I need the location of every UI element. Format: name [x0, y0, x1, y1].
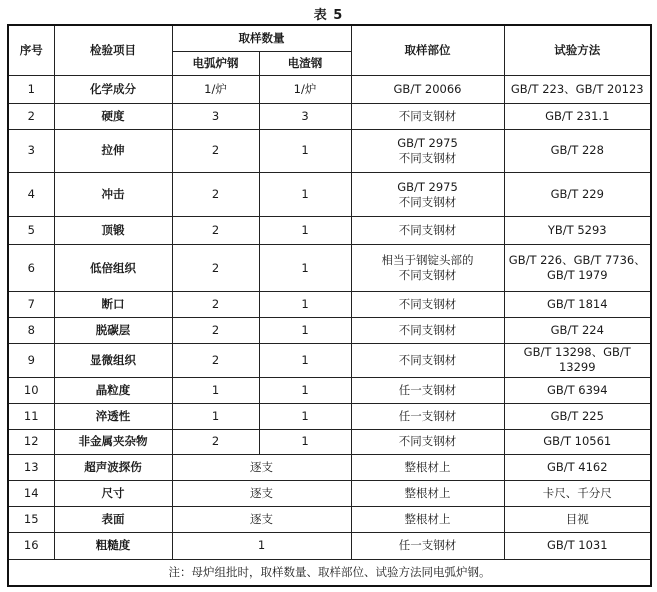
sample-location [351, 343, 504, 377]
test-method [504, 103, 651, 129]
test-method-line: 目视 [565, 512, 589, 527]
table-row [8, 172, 651, 216]
sample-location [351, 533, 504, 559]
eaf-quantity: 2 [172, 217, 259, 245]
sample-quantity: 逐支 [172, 455, 351, 481]
row-number: 3 [8, 129, 54, 172]
test-method [504, 481, 651, 507]
table-row [8, 129, 651, 172]
row-number: 7 [8, 292, 54, 318]
sample-location-line: 不同支钢材 [398, 194, 457, 209]
table-title: 表 5 [313, 8, 344, 23]
test-method [504, 172, 651, 216]
sample-location-line: 不同支钢材 [398, 268, 457, 283]
inspection-item: 低倍组织 [54, 245, 172, 292]
test-method [504, 245, 651, 292]
sample-location-line: 整根材上 [404, 512, 451, 527]
esr-quantity: 1 [259, 245, 351, 292]
row-number: 16 [8, 533, 54, 559]
test-method-line: 卡尺、千分尺 [542, 486, 612, 501]
test-method-line: GB/T 231.1 [545, 108, 610, 123]
inspection-item: 粗糙度 [54, 533, 172, 559]
eaf-quantity: 2 [172, 343, 259, 377]
table-row [8, 103, 651, 129]
esr-quantity: 1 [259, 377, 351, 403]
sample-location-line: 不同支钢材 [398, 296, 457, 311]
sample-location-line: 不同支钢材 [398, 150, 457, 165]
sample-location [351, 507, 504, 533]
sample-location [351, 481, 504, 507]
inspection-item: 表面 [54, 507, 172, 533]
row-number: 11 [8, 403, 54, 429]
sample-location-line: 不同支钢材 [398, 108, 457, 123]
inspection-item: 脱碳层 [54, 317, 172, 343]
sample-location-line: GB/T 2975 [397, 179, 458, 194]
eaf-quantity: 2 [172, 129, 259, 172]
row-number: 10 [8, 377, 54, 403]
sample-location-line: 不同支钢材 [398, 352, 457, 367]
test-method-line: GB/T 1031 [546, 538, 608, 553]
test-method-line: GB/T 225 [550, 408, 604, 423]
sample-location-line: 整根材上 [404, 486, 451, 501]
header-no: 序号 [8, 25, 54, 75]
sample-location [351, 429, 504, 455]
test-method-line: GB/T 1814 [546, 296, 608, 311]
test-method-line: GB/T 228 [550, 143, 604, 158]
sample-quantity: 逐支 [172, 481, 351, 507]
inspection-item: 显微组织 [54, 343, 172, 377]
test-method-line: GB/T 13298、GB/T 13299 [523, 345, 631, 375]
inspection-item: 硬度 [54, 103, 172, 129]
sample-location [351, 75, 504, 103]
table-row [8, 455, 651, 481]
row-number: 13 [8, 455, 54, 481]
header-item: 检验项目 [54, 25, 172, 75]
table-row [8, 481, 651, 507]
test-method-line: YB/T 5293 [547, 223, 607, 238]
sample-location-line: GB/T 2975 [397, 135, 458, 150]
test-method [504, 455, 651, 481]
test-method-line: GB/T 1979 [546, 268, 608, 283]
sample-location-line: 任一支钢材 [398, 382, 457, 397]
esr-quantity: 1/炉 [259, 75, 351, 103]
test-method [504, 403, 651, 429]
eaf-quantity: 1 [172, 377, 259, 403]
sample-location [351, 403, 504, 429]
test-method-line: GB/T 229 [550, 187, 604, 202]
inspection-item: 化学成分 [54, 75, 172, 103]
esr-quantity: 1 [259, 317, 351, 343]
row-number: 4 [8, 172, 54, 216]
inspection-item: 断口 [54, 292, 172, 318]
test-method-line: GB/T 223、GB/T 20123 [510, 81, 644, 96]
eaf-quantity: 2 [172, 172, 259, 216]
row-number: 2 [8, 103, 54, 129]
row-number: 8 [8, 317, 54, 343]
test-method-line: GB/T 6394 [546, 382, 608, 397]
eaf-quantity: 2 [172, 292, 259, 318]
esr-quantity: 1 [259, 172, 351, 216]
table-note: 注：母炉组批时，取样数量、取样部位、试验方法同电弧炉钢。 [8, 559, 651, 586]
table-row [8, 507, 651, 533]
header-esr-steel: 电渣钢 [259, 51, 351, 75]
header-sample-location: 取样部位 [351, 25, 504, 75]
sample-location [351, 377, 504, 403]
sample-location-line: 不同支钢材 [398, 434, 457, 449]
table-row [8, 343, 651, 377]
inspection-item: 淬透性 [54, 403, 172, 429]
eaf-quantity: 1 [172, 403, 259, 429]
sample-location-line: 不同支钢材 [398, 223, 457, 238]
inspection-item: 冲击 [54, 172, 172, 216]
test-method-line: GB/T 226、GB/T 7736、 [508, 253, 646, 268]
row-number: 5 [8, 217, 54, 245]
test-method [504, 317, 651, 343]
table-row [8, 403, 651, 429]
esr-quantity: 3 [259, 103, 351, 129]
table-body [8, 75, 651, 559]
inspection-item: 非金属夹杂物 [54, 429, 172, 455]
sample-quantity: 1 [172, 533, 351, 559]
inspection-item: 拉伸 [54, 129, 172, 172]
row-number: 15 [8, 507, 54, 533]
eaf-quantity: 2 [172, 317, 259, 343]
row-number: 6 [8, 245, 54, 292]
eaf-quantity: 2 [172, 245, 259, 292]
sample-location [351, 172, 504, 216]
sample-location-line: 任一支钢材 [398, 408, 457, 423]
esr-quantity: 1 [259, 403, 351, 429]
table-row [8, 533, 651, 559]
table-row [8, 429, 651, 455]
sample-location [351, 217, 504, 245]
table-row [8, 292, 651, 318]
row-number: 14 [8, 481, 54, 507]
row-number: 12 [8, 429, 54, 455]
sample-location-line: 相当于钢锭头部的 [381, 253, 474, 268]
test-method [504, 533, 651, 559]
esr-quantity: 1 [259, 292, 351, 318]
sample-location [351, 245, 504, 292]
sample-location [351, 317, 504, 343]
table-row [8, 377, 651, 403]
inspection-item: 顶锻 [54, 217, 172, 245]
test-method-line: GB/T 4162 [546, 460, 608, 475]
sample-location-line: GB/T 20066 [393, 81, 462, 96]
esr-quantity: 1 [259, 343, 351, 377]
test-method-line: GB/T 224 [550, 322, 604, 337]
table-row [8, 317, 651, 343]
table-row [8, 75, 651, 103]
test-method [504, 343, 651, 377]
sample-location-line: 整根材上 [404, 460, 451, 475]
row-number: 9 [8, 343, 54, 377]
sample-location [351, 292, 504, 318]
inspection-item: 尺寸 [54, 481, 172, 507]
test-method-line: GB/T 10561 [543, 434, 612, 449]
sample-location-line: 任一支钢材 [398, 538, 457, 553]
test-method [504, 429, 651, 455]
inspection-item: 超声波探伤 [54, 455, 172, 481]
sample-location [351, 129, 504, 172]
eaf-quantity: 1/炉 [172, 75, 259, 103]
esr-quantity: 1 [259, 129, 351, 172]
header-sample-qty: 取样数量 [172, 25, 351, 51]
sample-location [351, 455, 504, 481]
header-eaf-steel: 电弧炉钢 [172, 51, 259, 75]
sample-quantity: 逐支 [172, 507, 351, 533]
inspection-table [7, 24, 652, 587]
eaf-quantity: 3 [172, 103, 259, 129]
test-method [504, 75, 651, 103]
test-method [504, 292, 651, 318]
esr-quantity: 1 [259, 217, 351, 245]
sample-location-line: 不同支钢材 [398, 322, 457, 337]
esr-quantity: 1 [259, 429, 351, 455]
sample-location [351, 103, 504, 129]
test-method [504, 129, 651, 172]
table-row [8, 217, 651, 245]
table-row [8, 245, 651, 292]
header-test-method: 试验方法 [504, 25, 651, 75]
test-method [504, 217, 651, 245]
row-number: 1 [8, 75, 54, 103]
eaf-quantity: 2 [172, 429, 259, 455]
test-method [504, 507, 651, 533]
test-method [504, 377, 651, 403]
inspection-item: 晶粒度 [54, 377, 172, 403]
